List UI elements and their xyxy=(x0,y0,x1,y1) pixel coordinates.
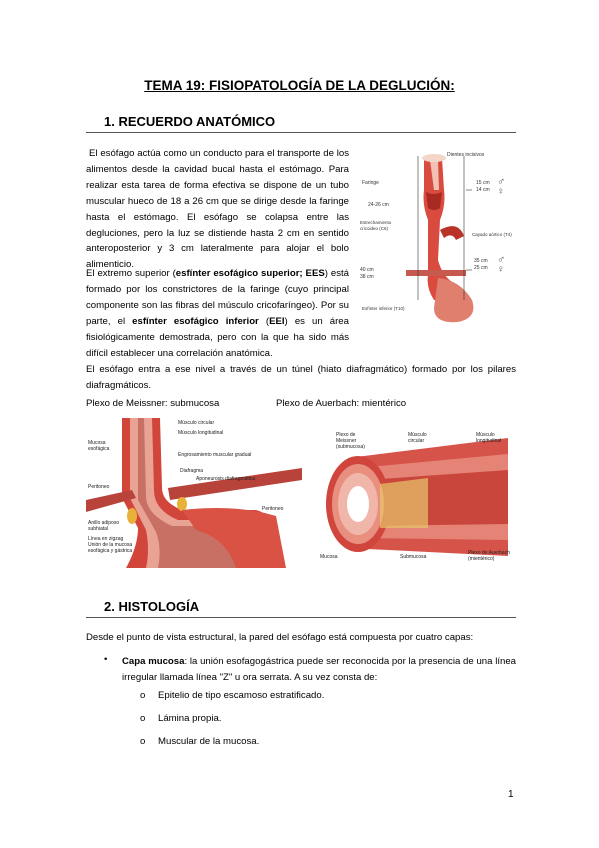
page-title: TEMA 19: FISIOPATOLOGÍA DE LA DEGLUCIÓN: xyxy=(144,78,455,93)
esophagogastric-junction-figure xyxy=(86,418,302,568)
fig1-measure: 25 cm xyxy=(474,265,488,271)
fig1-measure: 35 cm xyxy=(474,258,488,264)
fig3-label: Músculo longitudinal xyxy=(476,432,502,444)
male-symbol-icon: ♂ xyxy=(497,254,506,266)
fig1-measure: 40 cm xyxy=(360,267,374,273)
fig3-label: Mucosa xyxy=(320,554,338,560)
fig1-label-aortic: Cayado aórtico (T4) xyxy=(472,232,512,237)
paragraph-hiatus: El esófago entra a ese nivel a través de un túnel (hiato diafragmático) formado por los pilares diafragmáticos. xyxy=(86,364,516,391)
section-heading-anatomy: 1. RECUERDO ANATÓMICO xyxy=(104,114,276,129)
fig2-label: Músculo circular xyxy=(178,420,215,426)
fig2-label: Engrosamiento muscular gradual xyxy=(178,452,252,458)
esophagus-anatomy-figure xyxy=(360,150,520,330)
fig3-label: Submucosa xyxy=(400,554,427,560)
page-number: 1 xyxy=(508,789,514,800)
bullet-mark: • xyxy=(104,654,108,665)
subitem-lamina-propria: Lámina propia. xyxy=(158,713,222,724)
subitem-mark: o xyxy=(140,713,146,724)
female-symbol-icon: ♀ xyxy=(497,186,505,197)
paragraph-esophagus-intro: El esófago actúa como un conducto para el transporte de los alimentos desde la cavidad bucal hasta el estómago. Para realizar esta tarea de forma efectiva se dispone de un tubo muscular hueco de 18 a 26 cm que se dirige desde la faringe hasta el estómago. El esófago se colapsa entre las degluciones, pero la luz se distiende hasta 2 cm en sentido anteroposterior y 3 cm lateralmente para alojar el bolo alimenticio. xyxy=(86,148,349,271)
subitem-muscularis-mucosae: Muscular de la mucosa. xyxy=(158,736,260,747)
subitem-mark: o xyxy=(140,690,146,701)
section-rule xyxy=(86,132,516,133)
fig1-measure: 15 cm xyxy=(476,180,490,186)
fig1-measure: 14 cm xyxy=(476,187,490,193)
paragraph-sphincters: El extremo superior (esfínter esofágico superior; EES) está formado por los constrictores de la faringe (cuyo principal componente son las fibras del músculo cricofaríngeo). Por su parte, el esfínter esofágico inferior (EEI) es un área fisiológicamente demostrada, pero con la que ha sido más difícil establecer una correlación anatómica. xyxy=(86,268,349,359)
fig1-label-lower-sphincter: Esfínter inferior (T10) xyxy=(362,306,405,311)
fig2-label: Aponeurosis diafragmática xyxy=(196,476,256,482)
fig1-label-cricoid: Estrechamiento cricoideo (C6) xyxy=(360,220,392,231)
male-symbol-icon: ♂ xyxy=(497,176,506,188)
section-rule xyxy=(86,617,516,618)
fig1-label-pharynx: Faringe xyxy=(362,180,379,186)
fig1-label-length: 24-26 cm xyxy=(368,202,389,208)
plexo-auerbach-caption: Plexo de Auerbach: mientérico xyxy=(276,398,407,409)
fig2-label: Línea en zigzag Unión de la mucosa esofágica y gástrica xyxy=(88,536,133,554)
fig3-label: Músculo circular xyxy=(408,432,427,444)
section-heading-histology: 2. HISTOLOGÍA xyxy=(104,599,200,614)
female-symbol-icon: ♀ xyxy=(497,264,505,275)
paragraph-histology-intro: Desde el punto de vista estructural, la pared del esófago está compuesta por cuatro capas: xyxy=(86,632,474,643)
bullet-mucosa: Capa mucosa: la unión esofagogástrica puede ser reconocida por la presencia de una línea irregular llamada línea "Z" u ora serrata. A su vez consta de: xyxy=(122,656,516,683)
subitem-epithelium: Epitelio de tipo escamoso estratificado. xyxy=(158,690,325,701)
fig2-label: Mucosa esofágica xyxy=(88,440,110,452)
fig2-label: Peritoneo xyxy=(88,484,110,490)
fig1-measure: 38 cm xyxy=(360,274,374,280)
fig2-label: Peritoneo xyxy=(262,506,284,512)
fig1-label-incisors: Dientes incisivos xyxy=(447,152,485,158)
fig2-label: Anillo adiposo subhiatal xyxy=(88,520,120,532)
subitem-mark: o xyxy=(140,736,146,747)
fig3-label: Plexo de Meissner (submucosa) xyxy=(336,432,365,450)
fig2-label: Diafragma xyxy=(180,468,204,474)
fig3-label: Plexo de Auerbach (mientérico) xyxy=(468,550,510,562)
esophageal-wall-figure xyxy=(318,428,516,570)
plexo-meissner-caption: Plexo de Meissner: submucosa xyxy=(86,398,220,409)
fig2-label: Músculo longitudinal xyxy=(178,430,224,436)
